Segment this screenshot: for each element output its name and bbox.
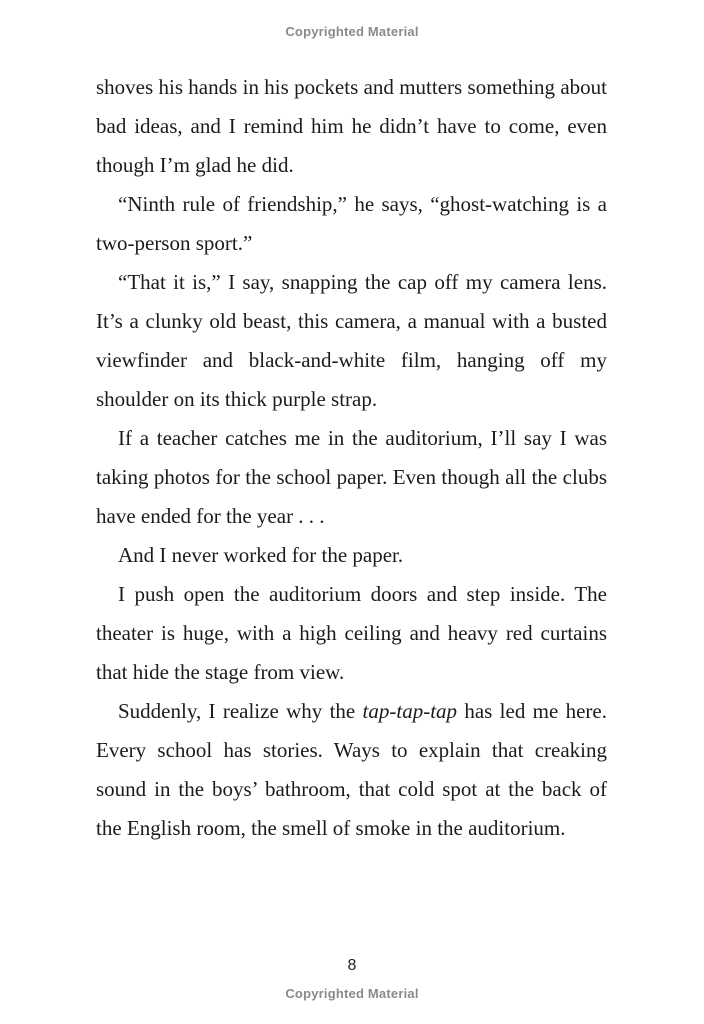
page-number: 8 [347, 957, 357, 974]
paragraph-text: Suddenly, I realize why the [118, 699, 363, 723]
paragraph [96, 692, 607, 848]
paragraph: I push open the auditorium doors and step inside. The theater is huge, with a high ceiling and heavy red curtains that hide the stage from view. [96, 582, 607, 684]
page-body-text [96, 68, 607, 848]
paragraph: And I never worked for the paper. [118, 543, 404, 567]
emphasized-text: tap-tap-tap [362, 699, 458, 723]
paragraph: shoves his hands in his pockets and mutters something about bad ideas, and I remind him he didn’t have to come, even though I’m glad he did. [96, 75, 607, 177]
copyright-footer: Copyrighted Material [285, 986, 419, 1001]
copyright-header: Copyrighted Material [285, 24, 419, 39]
paragraph: “That it is,” I say, snapping the cap off my camera lens. It’s a clunky old beast, this camera, a manual with a busted viewfinder and black-and-white film, hanging off my shoulder on its thick purple strap. [96, 270, 607, 411]
paragraph: If a teacher catches me in the auditorium, I’ll say I was taking photos for the school paper. Even though all the clubs have ended for the year . . . [96, 426, 607, 528]
paragraph: “Ninth rule of friendship,” he says, “ghost-watching is a two-person sport.” [96, 192, 607, 255]
paragraph-text: has led me here. Every school has stories. Ways to explain that creaking sound in the boys’ bathroom, that cold spot at the back of the English room, the smell of smoke in the auditorium. [96, 699, 607, 840]
